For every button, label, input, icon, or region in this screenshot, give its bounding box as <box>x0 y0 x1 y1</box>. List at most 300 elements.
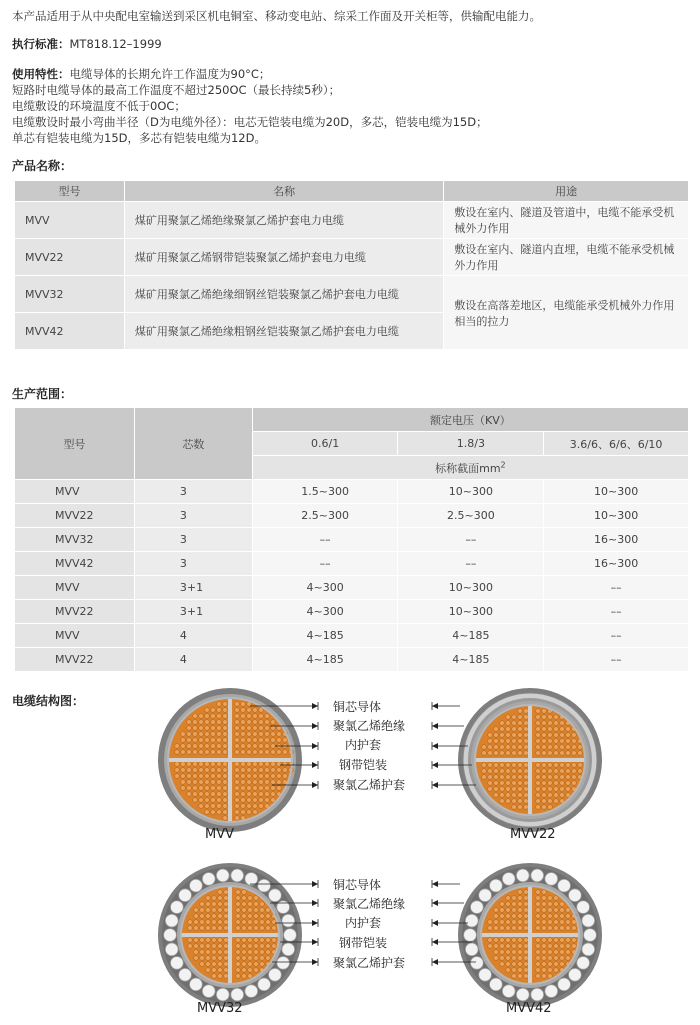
cable-mvv42-strand <box>506 938 511 943</box>
cable-mvv-strand <box>259 762 264 767</box>
cable-mvv-strand <box>199 780 204 785</box>
cable-mvv-strand <box>181 738 186 743</box>
cable-mvv42-strand <box>542 968 547 973</box>
cable-mvv-strand <box>253 810 258 815</box>
cable-mvv-strand <box>241 714 246 719</box>
cable-mvv22-strand <box>506 745 511 750</box>
cell-range-2: 4~185 <box>398 648 544 672</box>
cable-mvv42-strand <box>512 950 517 955</box>
cable-mvv-strand <box>265 720 270 725</box>
range-table <box>14 407 689 672</box>
cable-mvv42-strand <box>512 974 517 979</box>
cable-mvv22-strand <box>572 739 577 744</box>
cable-mvv-strand <box>247 780 252 785</box>
cable-mvv22-strand <box>506 781 511 786</box>
label-inner-sheath: 内护套 <box>345 916 382 930</box>
cable-mvv32-strand <box>242 962 247 967</box>
cable-mvv22-strand <box>512 733 517 738</box>
cell-range-1: 4~300 <box>252 600 398 624</box>
cable-mvv32-armor-wire <box>282 943 295 956</box>
cell-range-2: 2.5~300 <box>398 504 544 528</box>
cable-mvv42-strand <box>524 974 529 979</box>
cable-mvv-strand <box>271 762 276 767</box>
cell-range-3: 16~300 <box>544 552 689 576</box>
cell-model: MVV <box>15 576 135 600</box>
cable-mvv32-strand <box>254 914 259 919</box>
cable-mvv42-strand <box>566 944 571 949</box>
cable-mvv22-strand <box>578 763 583 768</box>
cable-mvv-strand <box>205 804 210 809</box>
cable-mvv22-strand <box>572 769 577 774</box>
cable-mvv-strand <box>199 732 204 737</box>
cable-mvv32-strand <box>218 956 223 961</box>
cable-mvv42-strand <box>518 926 523 931</box>
cable-mvv-strand <box>211 768 216 773</box>
cable-mvv32-strand <box>212 944 217 949</box>
cable-mvv42-strand <box>566 956 571 961</box>
cable-mvv-strand <box>199 792 204 797</box>
cable-mvv-strand <box>259 732 264 737</box>
cable-mvv32-strand <box>206 950 211 955</box>
cell-range-1: 4~185 <box>252 624 398 648</box>
cable-mvv42-armor-wire <box>577 901 590 914</box>
cable-mvv42-strand <box>494 914 499 919</box>
cable-mvv-strand <box>223 798 228 803</box>
cable-mvv42-strand <box>554 902 559 907</box>
cable-mvv22-strand <box>512 739 517 744</box>
cable-mvv-strand <box>199 798 204 803</box>
table-header-row <box>15 408 689 432</box>
cell-name: 煤矿用聚氯乙烯绝缘粗钢丝铠装聚氯乙烯护套电力电缆 <box>124 313 443 350</box>
cable-mvv22-strand <box>494 787 499 792</box>
cable-mvv42-strand <box>572 926 577 931</box>
cable-mvv42-armor-wire <box>582 914 595 927</box>
cable-mvv32-strand <box>248 944 253 949</box>
cable-mvv-strand <box>199 714 204 719</box>
cable-mvv22-strand <box>560 727 565 732</box>
cell-model: MVV22 <box>15 648 135 672</box>
cable-mvv-strand <box>271 738 276 743</box>
cable-mvv-strand <box>271 774 276 779</box>
cable-mvv-strand <box>253 774 258 779</box>
cable-mvv22-strand <box>512 751 517 756</box>
properties-line-1 <box>12 66 270 82</box>
cable-mvv-strand <box>187 768 192 773</box>
cable-mvv-strand <box>187 774 192 779</box>
cable-mvv32-armor-wire <box>170 956 183 969</box>
cable-mvv22-strand <box>536 751 541 756</box>
cable-mvv42-strand <box>542 902 547 907</box>
cable-mvv42-strand <box>500 962 505 967</box>
cable-mvv42-strand <box>536 974 541 979</box>
cable-mvv-strand <box>253 780 258 785</box>
cable-mvv42-strand <box>536 956 541 961</box>
cable-mvv32-strand <box>206 962 211 967</box>
cable-mvv22-strand <box>536 763 541 768</box>
label-armor: 钢带铠装 <box>339 758 388 772</box>
cable-mvv42-strand <box>518 938 523 943</box>
cable-mvv32-strand <box>200 920 205 925</box>
cable-mvv-strand <box>193 738 198 743</box>
cable-mvv22-strand <box>488 751 493 756</box>
cable-mvv22-strand <box>566 727 571 732</box>
cable-mvv32-armor-wire <box>202 872 215 885</box>
cable-mvv22-strand <box>494 733 499 738</box>
cable-mvv32-strand <box>236 896 241 901</box>
cable-mvv32-strand <box>236 926 241 931</box>
cable-mvv42-strand <box>536 944 541 949</box>
leader-arrow <box>432 703 438 709</box>
cable-mvv32-strand <box>236 968 241 973</box>
cable-mvv-strand <box>211 720 216 725</box>
cell-range-2: 10~300 <box>398 480 544 504</box>
cable-mvv-strand <box>199 726 204 731</box>
cable-mvv-strand <box>277 750 282 755</box>
cable-mvv22-strand <box>518 769 523 774</box>
cable-mvv42-strand <box>536 968 541 973</box>
cable-mvv22-strand <box>542 751 547 756</box>
cable-mvv42-strand <box>554 908 559 913</box>
cable-mvv22-strand <box>554 739 559 744</box>
cable-mvv32-strand <box>194 914 199 919</box>
cable-mvv-strand <box>247 744 252 749</box>
cable-mvv32-strand <box>272 920 277 925</box>
cable-mvv22-strand <box>524 721 529 726</box>
cable-mvv42-strand <box>500 926 505 931</box>
cable-mvv32-strand <box>260 914 265 919</box>
cable-mvv-strand <box>235 774 240 779</box>
cable-mvv32-strand <box>266 920 271 925</box>
cable-mvv22-strand <box>518 805 523 810</box>
cable-mvv32-strand <box>218 896 223 901</box>
cable-mvv32-armor-wire <box>231 869 244 882</box>
cable-mvv-strand <box>259 768 264 773</box>
cable-mvv22-strand <box>536 745 541 750</box>
cable-mvv32-strand <box>236 944 241 949</box>
cable-mvv42-strand <box>560 956 565 961</box>
cable-mvv32-armor-wire <box>282 914 295 927</box>
cable-mvv22-strand <box>560 733 565 738</box>
cable-mvv-strand <box>277 732 282 737</box>
cable-mvv22-strand <box>536 793 541 798</box>
cable-mvv22-strand <box>518 739 523 744</box>
cable-mvv-strand <box>211 738 216 743</box>
cable-mvv-strand <box>223 732 228 737</box>
cable-mvv-strand <box>217 792 222 797</box>
cable-mvv32-strand <box>200 938 205 943</box>
cable-mvv22-strand <box>560 769 565 774</box>
cable-mvv32-strand <box>242 968 247 973</box>
property-text: 电缆敷设的环境温度不低于0OC； <box>12 99 186 113</box>
cable-mvv42-strand <box>506 920 511 925</box>
cable-mvv22-strand <box>518 751 523 756</box>
cable-mvv32-strand <box>248 914 253 919</box>
cable-mvv32-strand <box>242 974 247 979</box>
cable-mvv32-strand <box>218 908 223 913</box>
cable-mvv32-strand <box>200 962 205 967</box>
table-row <box>15 276 689 313</box>
cell-range-1: 4~300 <box>252 576 398 600</box>
cable-mvv32-strand <box>194 950 199 955</box>
cable-mvv42-strand <box>506 968 511 973</box>
cable-mvv22-strand <box>548 721 553 726</box>
cable-mvv22-strand <box>524 799 529 804</box>
cable-mvv-strand <box>253 762 258 767</box>
cable-mvv-strand <box>241 762 246 767</box>
cable-mvv-strand <box>211 774 216 779</box>
header-voltage-2: 1.8/3 <box>398 432 544 456</box>
cable-mvv-strand <box>217 786 222 791</box>
cable-mvv-strand <box>217 726 222 731</box>
cable-mvv-strand <box>199 744 204 749</box>
cable-mvv42-strand <box>518 890 523 895</box>
cable-mvv42-strand <box>566 920 571 925</box>
cable-mvv-strand <box>199 738 204 743</box>
cable-mvv42-strand <box>554 944 559 949</box>
cable-mvv-strand <box>271 720 276 725</box>
cable-mvv-strand <box>217 780 222 785</box>
cable-mvv42-strand <box>512 968 517 973</box>
cable-mvv32-strand <box>194 920 199 925</box>
cable-mvv42-armor-wire <box>577 956 590 969</box>
cable-mvv-strand <box>199 720 204 725</box>
cable-mvv32-strand <box>224 968 229 973</box>
cable-mvv22-strand <box>554 751 559 756</box>
cable-mvv42-strand <box>542 950 547 955</box>
cable-mvv22-strand <box>488 763 493 768</box>
cable-mvv32-strand <box>194 956 199 961</box>
leader-arrow <box>312 959 318 965</box>
cable-mvv42-strand <box>512 962 517 967</box>
cable-mvv22-strand <box>500 793 505 798</box>
cable-mvv-strand <box>181 780 186 785</box>
cable-mvv22-strand <box>494 775 499 780</box>
cable-mvv32-armor-wire <box>165 943 178 956</box>
cable-mvv-strand <box>241 708 246 713</box>
cable-mvv-strand <box>205 762 210 767</box>
cable-mvv-strand <box>265 750 270 755</box>
cable-mvv42-strand <box>500 914 505 919</box>
cable-mvv-strand <box>187 738 192 743</box>
cable-mvv-strand <box>211 744 216 749</box>
leader-arrow <box>432 782 438 788</box>
cable-mvv-strand <box>253 744 258 749</box>
cable-mvv-strand <box>187 780 192 785</box>
cable-mvv42-strand <box>554 926 559 931</box>
cable-mvv-strand <box>193 768 198 773</box>
cable-mvv42-armor-wire <box>479 889 492 902</box>
cable-mvv-strand <box>205 708 210 713</box>
cable-mvv42-armor-wire <box>464 929 477 942</box>
cable-mvv22-strand <box>506 775 511 780</box>
cable-mvv42-strand <box>512 944 517 949</box>
cable-mvv42-strand <box>524 926 529 931</box>
cable-mvv-strand <box>193 774 198 779</box>
cell-model: MVV <box>15 202 125 239</box>
cable-mvv22-strand <box>548 799 553 804</box>
cable-mvv-strand <box>211 798 216 803</box>
cable-mvv-strand <box>217 810 222 815</box>
cable-mvv32-strand <box>200 908 205 913</box>
cable-mvv22-strand <box>560 751 565 756</box>
cable-mvv-strand <box>277 774 282 779</box>
cable-mvv-strand <box>205 726 210 731</box>
cable-mvv-strand <box>211 792 216 797</box>
cable-mvv32-strand <box>206 896 211 901</box>
cable-mvv42-strand <box>506 908 511 913</box>
cable-mvv32-strand <box>224 950 229 955</box>
cable-mvv32-strand <box>212 938 217 943</box>
cable-mvv22-strand <box>548 745 553 750</box>
cable-mvv-strand <box>241 738 246 743</box>
cable-mvv22-strand <box>482 763 487 768</box>
cable-mvv32-strand <box>200 926 205 931</box>
cable-mvv32-strand <box>194 926 199 931</box>
leader-arrow <box>312 703 318 709</box>
cable-mvv-strand <box>277 786 282 791</box>
label-conductor: 铜芯导体 <box>333 700 382 714</box>
cable-mvv32-strand <box>242 896 247 901</box>
cable-mvv42-strand <box>524 920 529 925</box>
cable-mvv-strand <box>193 732 198 737</box>
cable-mvv42-armor-wire <box>531 869 544 882</box>
cable-mvv-strand <box>217 738 222 743</box>
cable-mvv32-strand <box>194 938 199 943</box>
cable-mvv-strand <box>283 768 288 773</box>
cable-mvv22-strand <box>560 745 565 750</box>
cable-mvv32-strand <box>236 950 241 955</box>
cable-mvv22-strand <box>488 745 493 750</box>
cable-mvv-strand <box>265 768 270 773</box>
cell-range-1: 1.5~300 <box>252 480 398 504</box>
cable-mvv22-strand <box>512 763 517 768</box>
cable-mvv22-strand <box>494 745 499 750</box>
cable-mvv-strand <box>247 792 252 797</box>
cable-mvv42-strand <box>512 896 517 901</box>
cell-cores: 4 <box>134 648 252 672</box>
cable-mvv42-strand <box>506 962 511 967</box>
cable-mvv32-strand <box>242 944 247 949</box>
cable-mvv32-strand <box>242 938 247 943</box>
cable-mvv-strand <box>223 780 228 785</box>
cell-range-3: –– <box>544 600 689 624</box>
leader-arrow <box>312 782 318 788</box>
cable-mvv22-strand <box>506 769 511 774</box>
cable-mvv42-strand <box>542 914 547 919</box>
cable-mvv42-strand <box>524 950 529 955</box>
cable-mvv32-strand <box>212 950 217 955</box>
cable-mvv-strand <box>253 714 258 719</box>
cable-mvv42-strand <box>506 902 511 907</box>
cable-mvv42-strand <box>560 926 565 931</box>
cable-mvv42-armor-wire <box>479 968 492 981</box>
cable-mvv32-armor-wire <box>284 929 297 942</box>
cable-mvv42-strand <box>548 914 553 919</box>
cable-mvv42-strand <box>536 890 541 895</box>
cable-mvv42-strand <box>524 968 529 973</box>
cable-mvv22-strand <box>560 763 565 768</box>
cable-mvv-strand <box>271 750 276 755</box>
cable-mvv42-strand <box>548 938 553 943</box>
cable-mvv32-strand <box>236 920 241 925</box>
cable-mvv32-strand <box>218 926 223 931</box>
cell-cores: 3 <box>134 552 252 576</box>
cable-mvv-strand <box>175 768 180 773</box>
cable-mvv-strand <box>283 774 288 779</box>
cable-mvv32-strand <box>206 968 211 973</box>
cable-mvv42-strand <box>572 944 577 949</box>
cable-mvv22-strand <box>554 715 559 720</box>
cable-mvv-strand <box>223 738 228 743</box>
cable-mvv42-strand <box>524 956 529 961</box>
cable-mvv22-strand <box>548 715 553 720</box>
cable-mvv22-strand <box>494 769 499 774</box>
cable-mvv22-strand <box>548 763 553 768</box>
cable-mvv32-strand <box>206 902 211 907</box>
cable-mvv32-strand <box>212 974 217 979</box>
cable-mvv-strand <box>205 744 210 749</box>
cable-mvv42-strand <box>524 938 529 943</box>
cable-mvv-strand <box>193 726 198 731</box>
label-inner-sheath: 内护套 <box>345 738 382 752</box>
cable-mvv22-strand <box>506 733 511 738</box>
cable-mvv-strand <box>175 744 180 749</box>
cable-mvv22-strand <box>512 805 517 810</box>
cable-mvv-strand <box>187 750 192 755</box>
cable-mvv-strand <box>181 750 186 755</box>
cable-mvv42-strand <box>536 902 541 907</box>
cable-mvv42-strand <box>554 938 559 943</box>
cable-mvv-strand <box>187 720 192 725</box>
cable-mvv22-strand <box>548 805 553 810</box>
cable-mvv42-strand <box>542 920 547 925</box>
cable-mvv32-armor-wire <box>258 978 271 991</box>
cell-range-1: 4~185 <box>252 648 398 672</box>
cable-mvv-strand <box>265 726 270 731</box>
cell-name: 煤矿用聚氯乙烯绝缘聚氯乙烯护套电力电缆 <box>124 202 443 239</box>
cable-mvv-strand <box>235 768 240 773</box>
cable-mvv32-strand <box>212 908 217 913</box>
cable-mvv32-strand <box>218 920 223 925</box>
cable-mvv-strand <box>235 738 240 743</box>
cable-mvv22-strand <box>572 751 577 756</box>
cable-mvv32-strand <box>218 914 223 919</box>
cable-mvv42-strand <box>518 962 523 967</box>
cable-mvv42-strand <box>518 956 523 961</box>
cable-mvv32-strand <box>254 944 259 949</box>
cable-mvv22-strand <box>500 781 505 786</box>
header-voltage-1: 0.6/1 <box>252 432 398 456</box>
cable-mvv-strand <box>211 804 216 809</box>
cable-mvv-strand <box>199 804 204 809</box>
cable-mvv-strand <box>247 810 252 815</box>
cable-mvv-strand <box>181 744 186 749</box>
leader-arrow <box>432 881 438 887</box>
cable-mvv-strand <box>211 726 216 731</box>
cable-mvv-strand <box>259 798 264 803</box>
cable-mvv32-strand <box>206 908 211 913</box>
cable-mvv32-strand <box>200 950 205 955</box>
cable-mvv-strand <box>247 750 252 755</box>
cable-mvv42-strand <box>542 938 547 943</box>
cable-mvv-strand <box>253 786 258 791</box>
cable-mvv42-strand <box>494 908 499 913</box>
cable-mvv-strand <box>217 750 222 755</box>
cable-mvv-strand <box>235 762 240 767</box>
cable-mvv-strand <box>277 768 282 773</box>
cable-mvv42-strand <box>542 974 547 979</box>
cable-mvv-strand <box>259 714 264 719</box>
